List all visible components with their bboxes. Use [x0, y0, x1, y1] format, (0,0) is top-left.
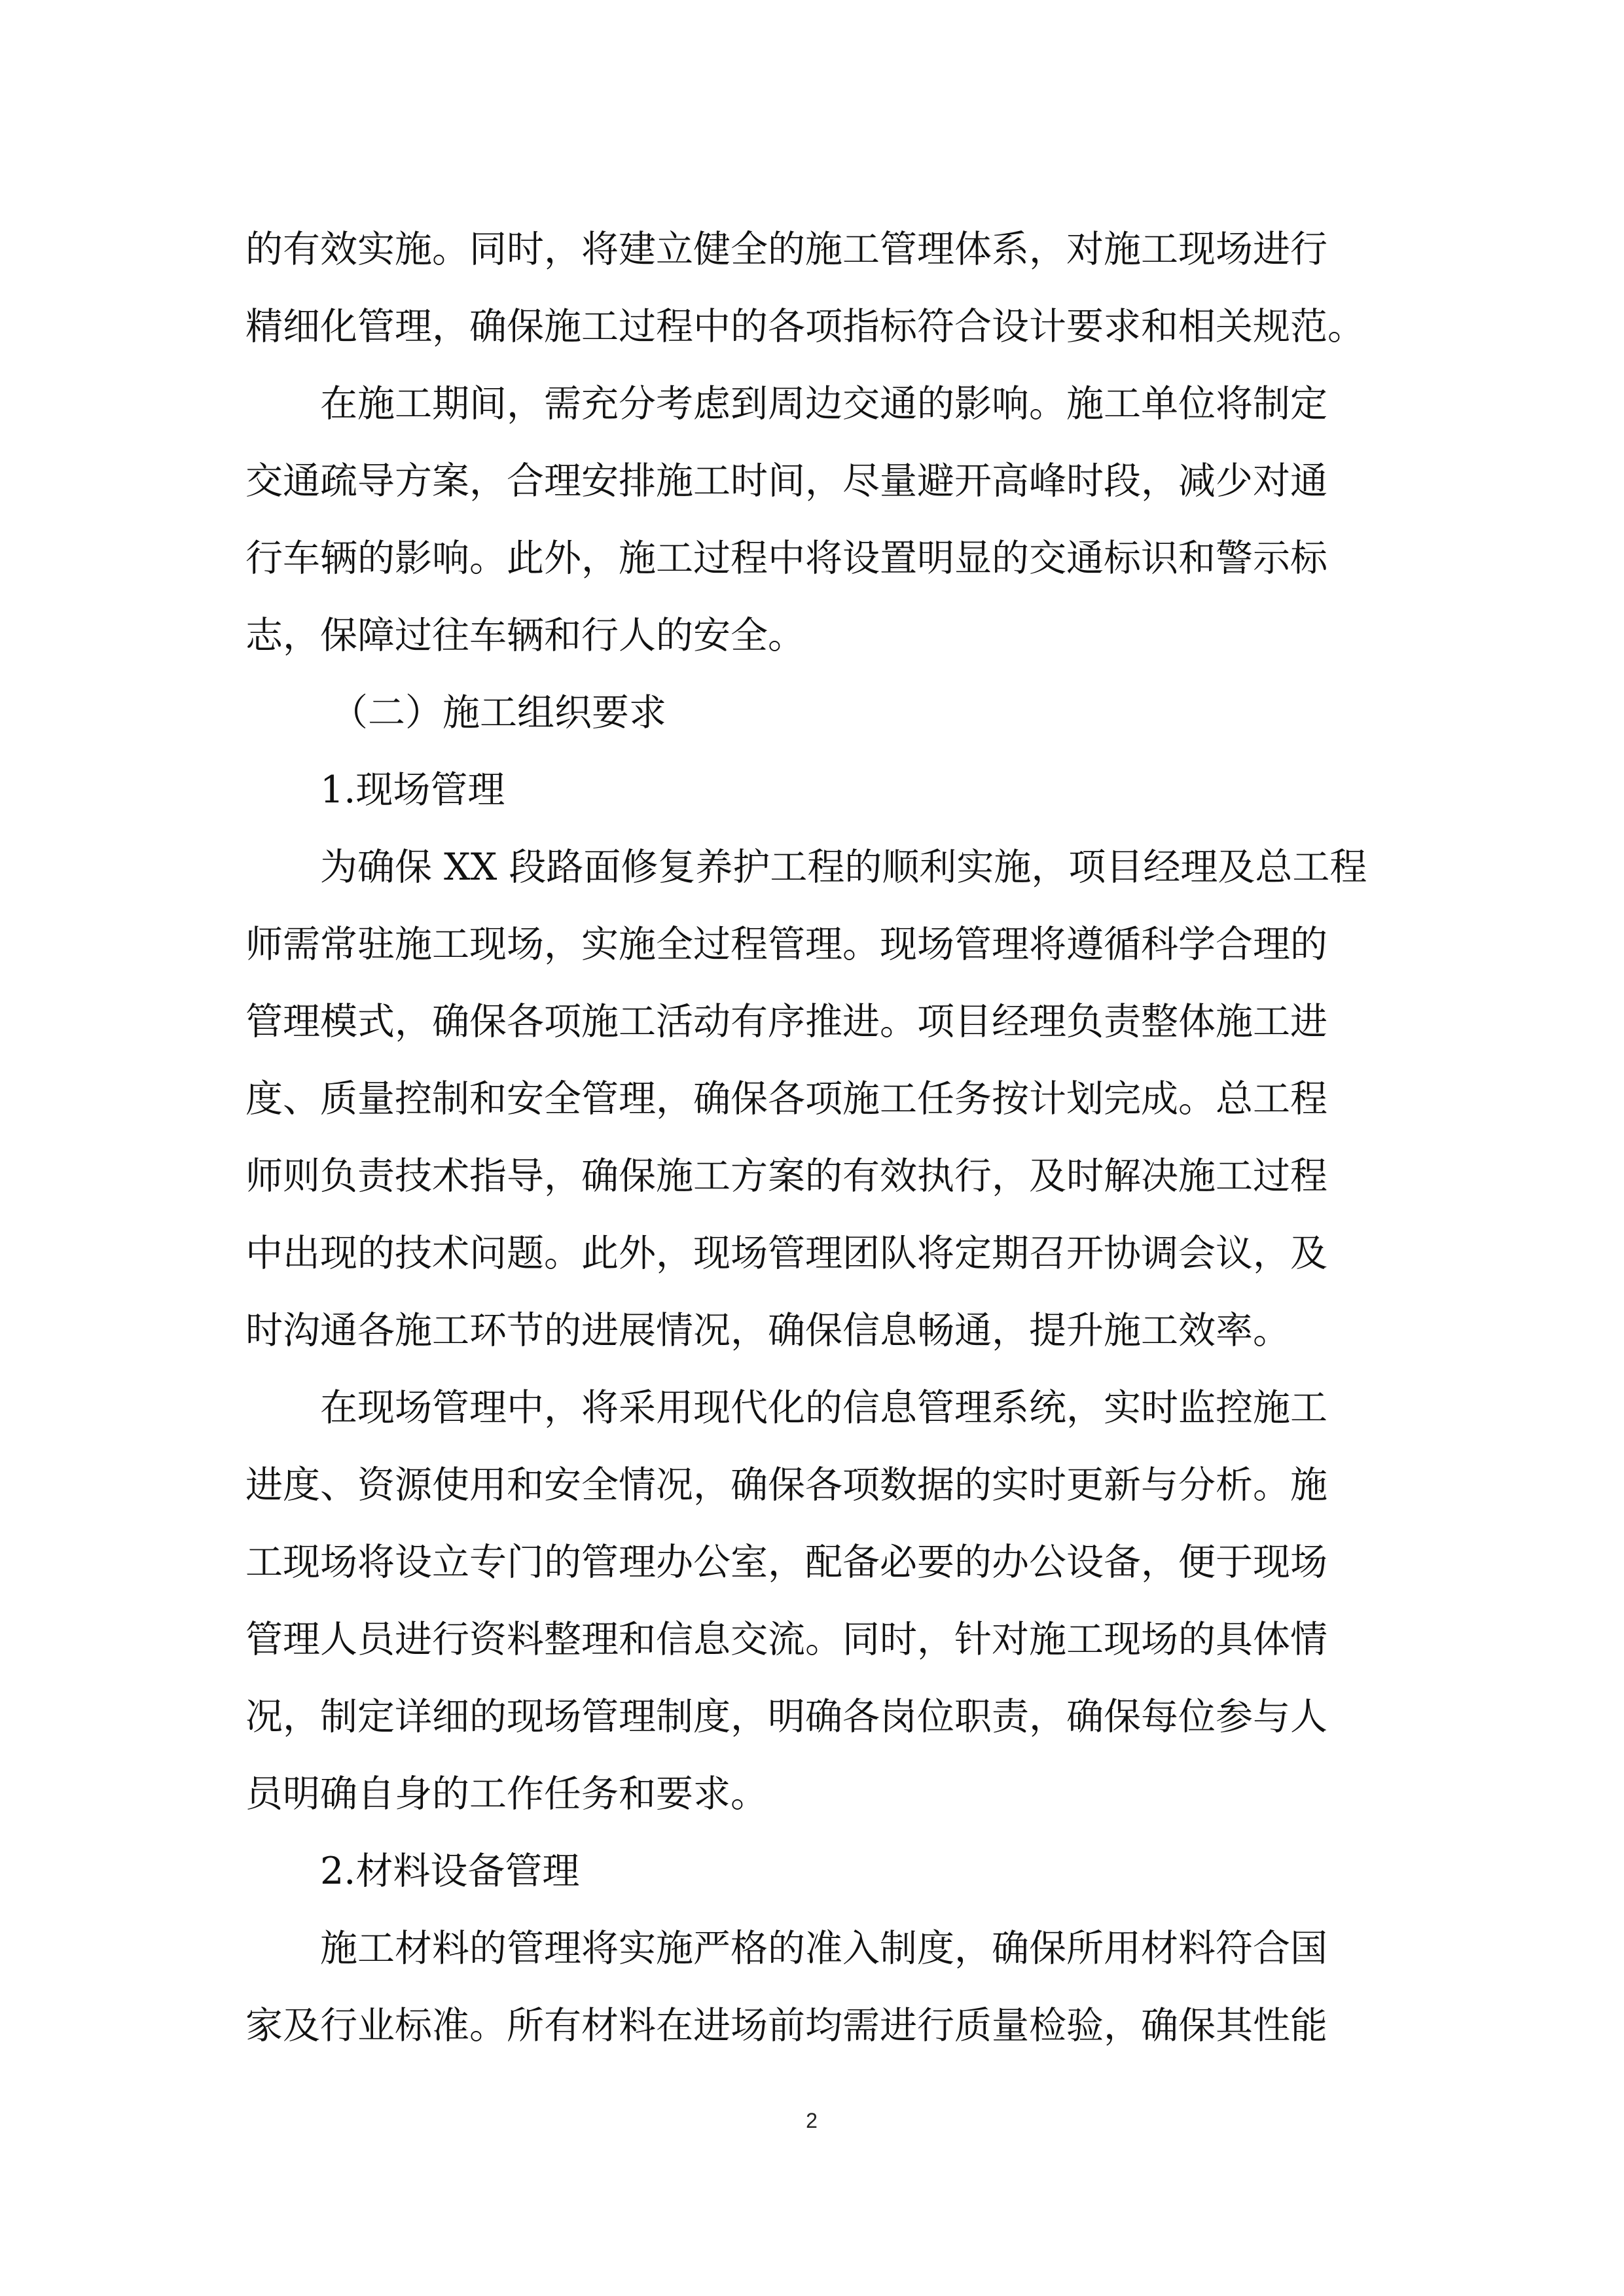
paragraph-line: 员明确自身的工作任务和要求。 [245, 1772, 768, 1816]
paragraph-line: 在施工期间，需充分考虑到周边交通的影响。施工单位将制定 [320, 382, 1327, 425]
paragraph-line: 家及行业标准。所有材料在进场前均需进行质量检验，确保其性能 [245, 2004, 1327, 2047]
paragraph-line: 工现场将设立专门的管理办公室，配备必要的办公设备，便于现场 [245, 1541, 1327, 1584]
page-number: 2 [806, 2109, 818, 2132]
paragraph-line: 师则负责技术指导，确保施工方案的有效执行，及时解决施工过程 [245, 1155, 1327, 1198]
subsection-heading: 2.材料设备管理 [320, 1850, 580, 1893]
paragraph-line: 在现场管理中，将采用现代化的信息管理系统，实时监控施工 [320, 1386, 1327, 1429]
section-heading: （二）施工组织要求 [331, 691, 666, 734]
document-body [245, 211, 1384, 2064]
paragraph-line: 管理人员进行资料整理和信息交流。同时，针对施工现场的具体情 [245, 1618, 1327, 1661]
paragraph-line: 的有效实施。同时，将建立健全的施工管理体系，对施工现场进行 [245, 228, 1327, 271]
paragraph-line: 管理模式，确保各项施工活动有序推进。项目经理负责整体施工进 [245, 1000, 1327, 1043]
paragraph-line: 进度、资源使用和安全情况，确保各项数据的实时更新与分析。施 [245, 1463, 1327, 1507]
paragraph-line: 度、质量控制和安全管理，确保各项施工任务按计划完成。总工程 [245, 1077, 1327, 1121]
paragraph-line: 时沟通各施工环节的进展情况，确保信息畅通，提升施工效率。 [245, 1309, 1290, 1352]
subsection-heading: 1.现场管理 [320, 768, 505, 812]
paragraph-line: 中出现的技术问题。此外，现场管理团队将定期召开协调会议，及 [245, 1232, 1327, 1275]
paragraph-line: 师需常驻施工现场，实施全过程管理。现场管理将遵循科学合理的 [245, 923, 1327, 966]
paragraph-line: 施工材料的管理将实施严格的准入制度，确保所用材料符合国 [320, 1927, 1327, 1970]
paragraph-line: 行车辆的影响。此外，施工过程中将设置明显的交通标识和警示标 [245, 537, 1327, 580]
paragraph-line: 交通疏导方案，合理安排施工时间，尽量避开高峰时段，减少对通 [245, 459, 1327, 503]
paragraph-line: 况，制定详细的现场管理制度，明确各岗位职责，确保每位参与人 [245, 1695, 1327, 1738]
paragraph-line: 志，保障过往车辆和行人的安全。 [245, 614, 805, 657]
paragraph-line: 精细化管理，确保施工过程中的各项指标符合设计要求和相关规范。 [245, 305, 1365, 348]
paragraph-line: 为确保 XX 段路面修复养护工程的顺利实施，项目经理及总工程 [320, 846, 1367, 889]
